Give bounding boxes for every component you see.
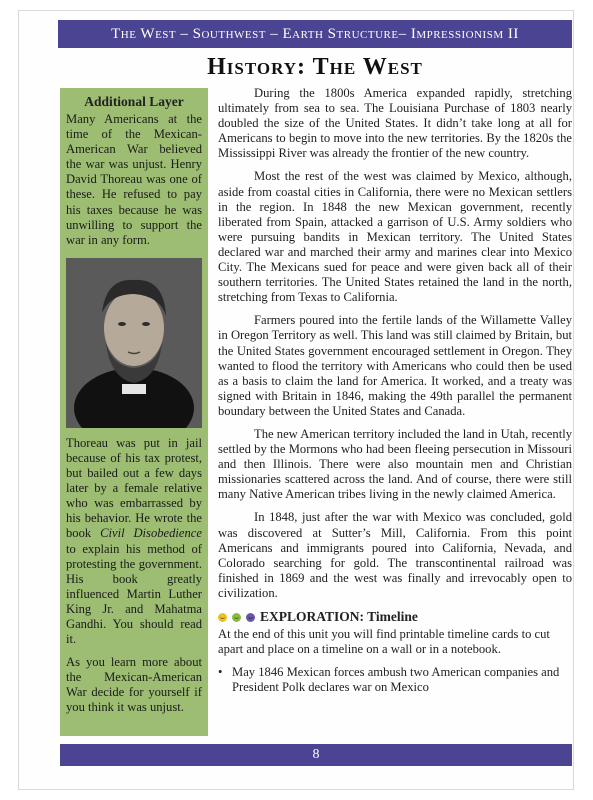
paragraph-oregon: Farmers poured into the fertile lands of the Willamette Valley in Oregon Territory as well. This land was still claimed by Britain, but the United States government encouraged settlement in Oregon. They wanted to flood the territory with Americans who could then be used as a basis to claim the land for America. It worked, and a treaty was signed with Britain in 1846, making the 49th parallel the permanent boundary between the United States and Canada. (218, 313, 573, 418)
paragraph-expansion: During the 1800s America expanded rapidly, stretching ultimately from sea to sea. The Louisiana Purchase of 1803 nearly doubled the size of the United States. It didn’t take long at all for Americans to begin to move into the new territories. By the 1820s the Mississippi River was already the frontier of the new country. (218, 86, 572, 161)
paragraph-mexico: Most the rest of the west was claimed by Mexico, although, aside from coastal cities in California, there were no Mexican settlers in the region. In 1848 the new Mexican government, recently liberated from Spain, attacked a garrison of U.S. Army soldiers who were pursuing bandits in Mexican territory. The United States declared war and marched their army and marines clear into Mexico City. The Mexicans sued for peace and were given back all of their southern territories. The United States retained the land in the north, stretching from Texas to California. (218, 169, 572, 305)
smiley-purple-icon (246, 613, 255, 622)
timeline-bullet-text: May 1846 Mexican forces ambush two American companies and President Polk declares war on Mexico (232, 665, 560, 695)
sidebar-text-jail (66, 436, 202, 647)
main-content (218, 86, 572, 695)
smiley-yellow-icon (218, 613, 227, 622)
sidebar-text-conclusion: As you learn more about the Mexican-American War decide for yourself if you think it was unjust. (66, 655, 202, 715)
header-banner-text: The West – Southwest – Earth Structure– Impressionism II (111, 25, 519, 42)
sidebar-text-jail-part2: to explain his method of protesting the government. His book greatly influenced Martin Luther King Jr. and Mahatma Gandhi. You should read it. (66, 541, 202, 647)
smiley-green-icon (232, 613, 241, 622)
exploration-heading-text: EXPLORATION: Timeline (260, 609, 418, 624)
page-title: History: The West (207, 54, 423, 80)
book-title-civil-disobedience: Civil Disobedience (100, 526, 202, 541)
thoreau-portrait-image (66, 258, 202, 428)
page-number: 8 (312, 747, 320, 762)
sidebar-additional-layer (60, 88, 208, 736)
paragraph-utah: The new American territory included the land in Utah, recently settled by the Mormons who had been fleeing persecution in Missouri and then Illinois. There were also mountain men and Christian missionaries scattered across the land. And of course, there were still many Native American tribes living in the newly claimed America. (218, 426, 572, 502)
exploration-heading (218, 609, 572, 625)
timeline-bullet-item (218, 665, 572, 695)
sidebar-text-intro: Many Americans at the time of the Mexican-American War believed the war was unjust. Henry David Thoreau was one of these. He refused to pay his taxes because he was unwilling to support the war in any form. (66, 112, 202, 247)
header-banner (58, 20, 572, 48)
footer-bar (60, 744, 572, 766)
sidebar-heading: Additional Layer (84, 94, 184, 109)
bullet-icon: • (218, 665, 223, 680)
sidebar-text-jail-part1: Thoreau was put in jail because of his tax protest, but bailed out a few days later by a female relative who was embarrassed by his behavior. He wrote the book (66, 435, 202, 541)
exploration-text: At the end of this unit you will find printable timeline cards to cut apart and place on a timeline on a wall or in a notebook. (218, 627, 550, 657)
paragraph-gold: In 1848, just after the war with Mexico was concluded, gold was discovered at Sutter’s Mill, California. From this point Americans and immigrants poured into California, Nevada, and Colorado searching for gold. The transcontinental railroad was finished in 1869 and the west was finally and irrevocably open to civilization. (218, 510, 572, 600)
